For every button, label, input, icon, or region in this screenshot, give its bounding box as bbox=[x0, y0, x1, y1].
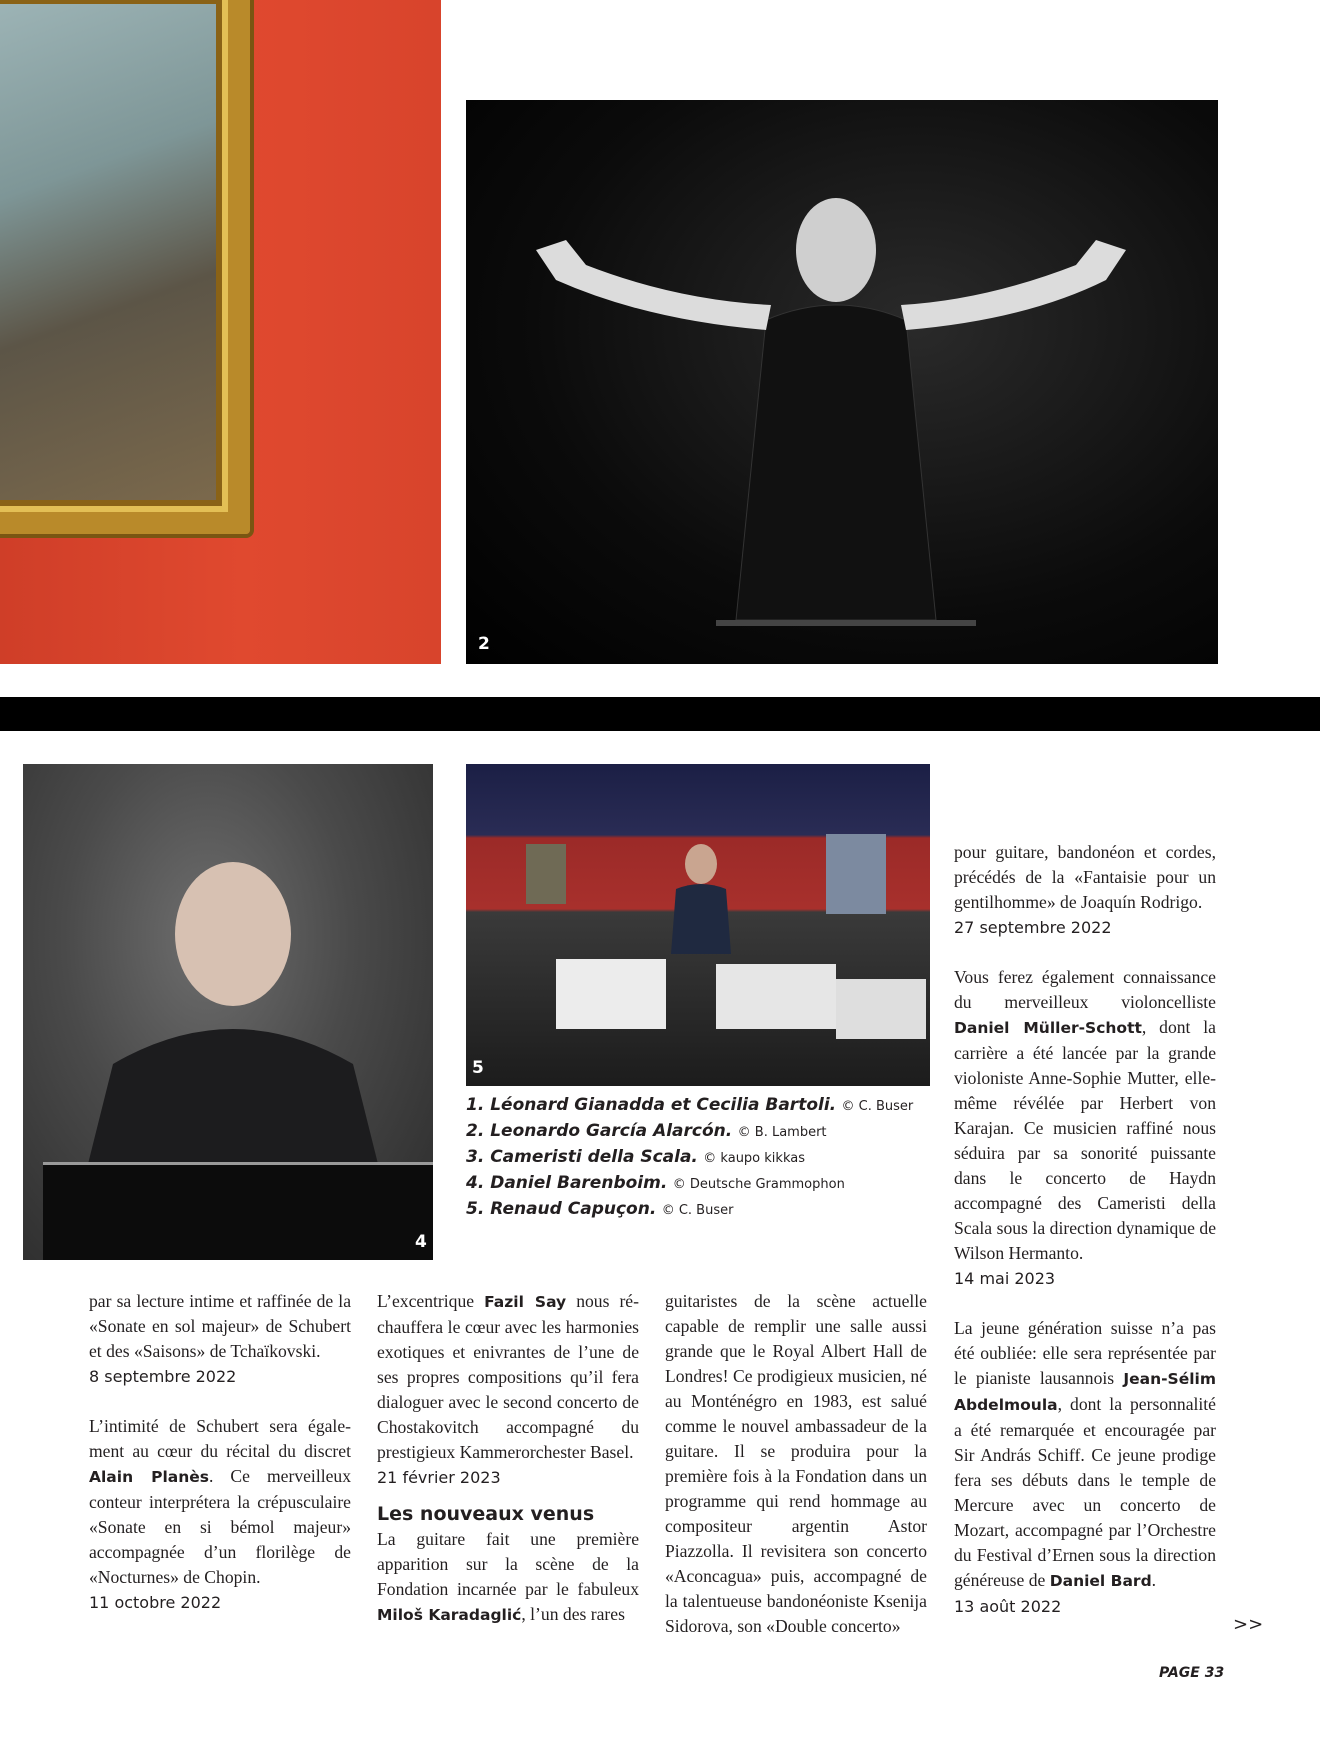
page-number: PAGE 33 bbox=[1159, 1665, 1225, 1681]
text-column-2 bbox=[377, 1289, 639, 1628]
portrait-silhouette bbox=[23, 764, 433, 1260]
gilded-frame bbox=[0, 0, 250, 534]
conductor-silhouette bbox=[466, 100, 1218, 664]
paragraph: pour guitare, bandonéon et cordes, précédés de la «Fantaisie pour un gentilhomme» de Joaquín Rodrigo. 27 septembre 2022 bbox=[954, 840, 1216, 940]
photo-painting-red-wall bbox=[0, 0, 441, 664]
orchestra-scene bbox=[466, 764, 930, 1086]
artist-name: Alain Planès bbox=[89, 1468, 210, 1486]
caption-3: 3. Cameristi della Scala. © kaupo kikkas bbox=[466, 1147, 805, 1167]
photo-number: 4 bbox=[415, 1232, 427, 1252]
event-date: 8 septembre 2022 bbox=[89, 1367, 237, 1386]
photo-orchestra-rehearsal bbox=[466, 764, 930, 1086]
artist-name: Daniel Bard bbox=[1049, 1572, 1152, 1590]
paragraph: Vous ferez également connaissance du merveilleux violoncelliste Daniel Müller-Schott, dont la carrière a été lancée par la grande violoniste Anne-Sophie Mutter, elle-même révélée par Herbert von Karajan. Ce musicien raffiné nous séduira par sa sonorité puissante dans le concerto de Haydn accompagné des Cameristi della Scala sous la direction dynamique de Wilson Hermanto. 14 mai 2023 bbox=[954, 965, 1216, 1291]
text-column-4 bbox=[954, 840, 1216, 1619]
event-date: 13 août 2022 bbox=[954, 1597, 1062, 1616]
text-column-1 bbox=[89, 1289, 351, 1615]
caption-1: 1. Léonard Gianadda et Cecilia Bartoli. © C. Buser bbox=[466, 1095, 914, 1115]
artist-name: Fazil Say bbox=[484, 1293, 567, 1311]
event-date: 14 mai 2023 bbox=[954, 1269, 1056, 1288]
artist-name: Daniel Müller-Schott bbox=[954, 1019, 1142, 1037]
event-date: 11 octobre 2022 bbox=[89, 1593, 222, 1612]
photo-conductor bbox=[466, 100, 1218, 664]
section-heading: Les nouveaux venus bbox=[377, 1503, 595, 1525]
caption-2: 2. Leonardo García Alarcón. © B. Lambert bbox=[466, 1121, 827, 1141]
event-date: 21 février 2023 bbox=[377, 1468, 501, 1487]
photo-daniel-barenboim bbox=[23, 764, 433, 1260]
caption-4: 4. Daniel Barenboim. © Deutsche Grammophon bbox=[466, 1173, 845, 1193]
paragraph: L’intimité de Schubert sera également au cœur du récital du discret Alain Planès. Ce merveilleux conteur interprétera la crépusculaire «Sonate en si bémol majeur» accompagnée d’un florilège de «Nocturnes» de Chopin. 11 octobre 2022 bbox=[89, 1414, 351, 1615]
photo-number: 2 bbox=[478, 634, 490, 654]
paragraph: La guitare fait une première apparition sur la scène de la Fondation incarnée par le fabuleux Miloš Karadaglić, l’un des rares bbox=[377, 1529, 639, 1624]
black-band bbox=[0, 697, 1320, 731]
paragraph: La jeune génération suisse n’a pas été oubliée: elle sera représentée par le pianiste lausannois Jean-Sélim Abdelmoula, dont la personnalité a été remarquée et encouragée par Sir András Schiff. Ce jeune prodige fera ses débuts dans le temple de Mercure avec un concerto de Mozart, accompagné par l’Orchestre du Festival d’Ernen sous la direction généreuse de Daniel Bard. 13 août 2022 bbox=[954, 1316, 1216, 1619]
caption-5: 5. Renaud Capuçon. © C. Buser bbox=[466, 1199, 734, 1219]
photo-number: 5 bbox=[472, 1058, 484, 1078]
paragraph: L’excentrique Fazil Say nous réchauffera le cœur avec les harmonies exotiques et enivrantes de l’une de ses propres compositions qu’il fera dialoguer avec le second concerto de Chostakovitch accompagné du prestigieux Kammerorchester Basel. 21 février 2023 bbox=[377, 1289, 639, 1490]
paragraph: par sa lecture intime et raffinée de la «Sonate en sol majeur» de Schubert et des «Saisons» de Tchaïkovski. 8 septembre 2022 bbox=[89, 1289, 351, 1389]
continue-marker: >> bbox=[1233, 1614, 1264, 1635]
event-date: 27 septembre 2022 bbox=[954, 918, 1112, 937]
paragraph: guitaristes de la scène actuelle capable de remplir une salle aussi grande que le Royal Albert Hall de Londres! Ce prodigieux musicien, né au Monténégro en 1983, est salué comme le nouvel ambassadeur de la guitare. Il se produira pour la première fois à la Fondation dans un programme qui rend hommage au compositeur argentin Astor Piazzolla. Il revisitera son concerto «Aconcagua» puis, accompagné de la talentueuse bandonéoniste Ksenija Sidorova, son «Double concerto» bbox=[665, 1291, 927, 1636]
artist-name: Jean-Sélim Abdelmoula bbox=[954, 1370, 1216, 1414]
text-column-3 bbox=[665, 1289, 927, 1639]
photo-captions bbox=[466, 1093, 936, 1223]
artist-name: Miloš Karadaglić bbox=[377, 1606, 522, 1624]
